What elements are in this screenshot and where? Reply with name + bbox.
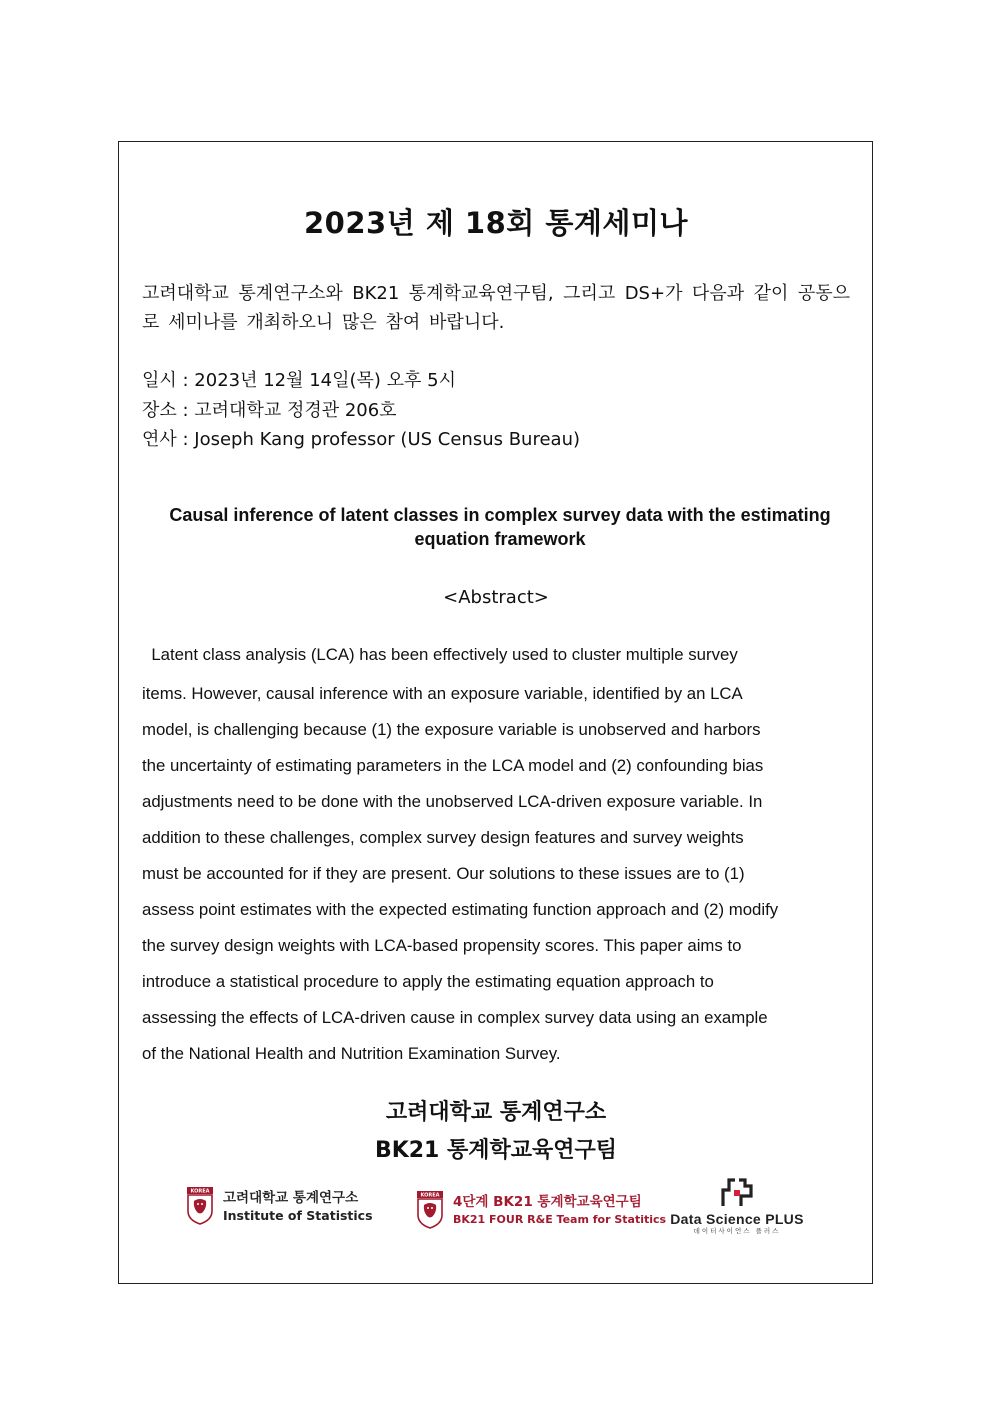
abstract-line: assessing the effects of LCA-driven cause in complex survey data using an example [142,1008,768,1027]
abstract-line: introduce a statistical procedure to apply the estimating equation approach to [142,972,714,991]
dsplus-mark-icon [662,1178,812,1208]
abstract-line: adjustments need to be done with the unobserved LCA-driven exposure variable. In [142,792,763,811]
korea-univ-shield-icon [187,1187,213,1225]
datetime-line: 일시 : 2023년 12월 14일(목) 오후 5시 [142,370,456,391]
bk21-logo-korean: 4단계 BK21 통계학교육연구팀 [453,1193,642,1210]
abstract-line: items. However, causal inference with an exposure variable, identified by an LCA [142,684,743,703]
abstract-line: must be accounted for if they are present. Our solutions to these issues are to (1) [142,864,745,883]
seminar-title: 2023년 제 18회 통계세미나 [304,206,688,240]
abstract-body [142,637,854,1072]
abstract-line: of the National Health and Nutrition Examination Survey. [142,1044,561,1063]
organizer-bk21: BK21 통계학교육연구팀 [374,1138,618,1163]
dsplus-logo [662,1178,812,1236]
svg-text:KOREA: KOREA [190,1188,210,1195]
svg-text:KOREA: KOREA [420,1192,440,1199]
abstract-line: addition to these challenges, complex survey design features and survey weights [142,828,744,847]
abstract-line: the survey design weights with LCA-based propensity scores. This paper aims to [142,936,742,955]
paper-title: Causal inference of latent classes in complex survey data with the estimating equation framework [169,505,831,549]
dsplus-logo-english: Data Science PLUS [670,1211,804,1227]
organizer-institute: 고려대학교 통계연구소 [385,1100,607,1125]
korea-univ-shield-icon [417,1191,443,1229]
abstract-line: assess point estimates with the expected estimating function approach and (2) modify [142,900,779,919]
bk21-logo-english: BK21 FOUR R&E Team for Statitics [453,1212,667,1226]
institute-logo-korean: 고려대학교 통계연구소 [223,1189,359,1206]
dsplus-logo-korean: 데이터사이언스 플러스 [693,1227,781,1235]
bk21-logo [417,1191,666,1229]
organizer-block [0,1094,992,1170]
intro-paragraph: 고려대학교 통계연구소와 BK21 통계학교육연구팀, 그리고 DS+가 다음과 같이 공동으로 세미나를 개최하오니 많은 참여 바랍니다. [142,283,850,333]
venue-line: 장소 : 고려대학교 정경관 206호 [142,399,397,421]
speaker-line: 연사 : Joseph Kang professor (US Census Bureau) [142,429,581,450]
seminar-details [142,366,850,455]
institute-logo-english: Institute of Statistics [223,1207,373,1223]
abstract-line: the uncertainty of estimating parameters in the LCA model and (2) confounding bias [142,756,764,775]
abstract-line: Latent class analysis (LCA) has been effectively used to cluster multiple survey [142,645,738,664]
abstract-line: model, is challenging because (1) the exposure variable is unobserved and harbors [142,720,761,739]
institute-logo [187,1187,373,1225]
abstract-heading: <Abstract> [443,587,549,608]
